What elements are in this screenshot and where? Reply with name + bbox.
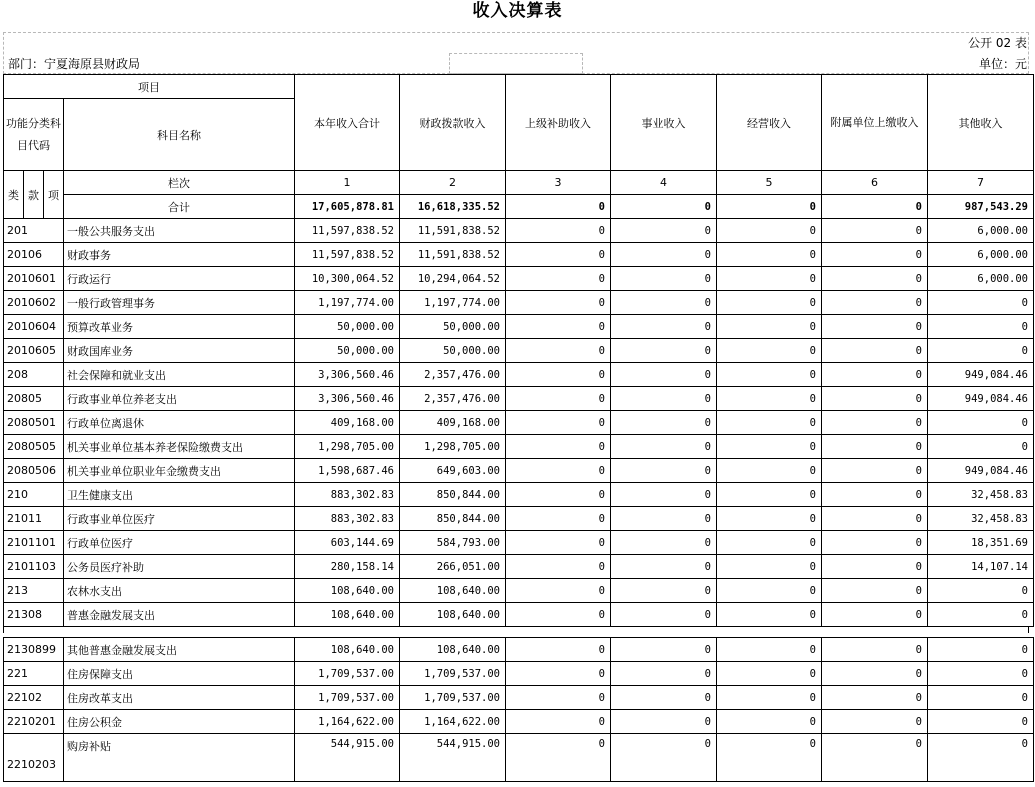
row-value: 108,640.00 [295,603,400,627]
row-value: 0 [611,555,717,579]
row-value: 0 [611,686,717,710]
row-value: 1,197,774.00 [400,291,506,315]
row-value: 0 [822,555,928,579]
row-value: 0 [611,291,717,315]
table-row [4,387,1034,411]
row-name: 住房保障支出 [64,662,295,686]
row-value: 0 [506,219,611,243]
row-value: 0 [928,435,1034,459]
header-col-index: 栏次 [64,171,295,195]
table-row [4,315,1034,339]
row-name: 一般公共服务支出 [64,219,295,243]
table-row [4,483,1034,507]
col-header-1: 本年收入合计 [295,75,400,171]
row-value: 50,000.00 [295,339,400,363]
row-name: 行政运行 [64,267,295,291]
row-value: 0 [717,686,822,710]
row-value: 0 [506,411,611,435]
row-code: 2080506 [4,459,64,483]
row-code: 2101101 [4,531,64,555]
row-value: 0 [506,710,611,734]
row-value: 1,709,537.00 [295,662,400,686]
row-value: 0 [506,267,611,291]
row-value: 544,915.00 [400,734,506,782]
row-value: 0 [928,686,1034,710]
row-value: 280,158.14 [295,555,400,579]
row-code: 21308 [4,603,64,627]
header-item: 项目 [4,75,295,99]
row-code: 2080505 [4,435,64,459]
row-name: 行政单位离退休 [64,411,295,435]
row-value: 50,000.00 [400,339,506,363]
row-value: 0 [928,734,1034,782]
row-name: 行政事业单位医疗 [64,507,295,531]
row-value: 1,197,774.00 [295,291,400,315]
row-value: 0 [822,734,928,782]
row-value: 0 [506,291,611,315]
row-value: 6,000.00 [928,267,1034,291]
row-value: 11,597,838.52 [295,219,400,243]
col-header-2: 财政拨款收入 [400,75,506,171]
table-row [4,507,1034,531]
row-code: 2080501 [4,411,64,435]
row-value: 850,844.00 [400,507,506,531]
row-value: 0 [506,686,611,710]
row-name: 社会保障和就业支出 [64,363,295,387]
row-code: 213 [4,579,64,603]
row-value: 0 [506,387,611,411]
row-value: 14,107.14 [928,555,1034,579]
row-value: 0 [822,411,928,435]
row-value: 1,709,537.00 [400,686,506,710]
row-code: 208 [4,363,64,387]
row-value: 0 [717,734,822,782]
row-value: 0 [928,315,1034,339]
table-row [4,555,1034,579]
table-row [4,710,1034,734]
row-value: 0 [717,603,822,627]
row-value: 10,294,064.52 [400,267,506,291]
dept-divider [449,53,583,74]
total-value: 17,605,878.81 [295,195,400,219]
col-header-6: 附属单位上缴收入 [822,75,928,171]
row-code: 21011 [4,507,64,531]
total-value: 16,618,335.52 [400,195,506,219]
row-value: 0 [717,411,822,435]
row-value: 11,597,838.52 [295,243,400,267]
row-value: 0 [717,243,822,267]
row-value: 949,084.46 [928,459,1034,483]
total-value: 0 [611,195,717,219]
row-value: 0 [506,459,611,483]
row-value: 0 [611,243,717,267]
total-value: 0 [506,195,611,219]
row-value: 0 [611,219,717,243]
row-value: 0 [717,507,822,531]
table-row [4,219,1034,243]
row-name: 预算改革业务 [64,315,295,339]
row-name: 财政事务 [64,243,295,267]
table-row [4,603,1034,627]
row-value: 0 [506,638,611,662]
row-value: 0 [717,579,822,603]
row-value: 108,640.00 [400,579,506,603]
table-row [4,579,1034,603]
header-kuan: 款 [24,171,44,219]
row-name: 机关事业单位职业年金缴费支出 [64,459,295,483]
row-name: 行政单位医疗 [64,531,295,555]
row-value: 2,357,476.00 [400,363,506,387]
row-value: 544,915.00 [295,734,400,782]
row-value: 0 [506,507,611,531]
row-value: 0 [717,710,822,734]
row-value: 0 [506,734,611,782]
header-lei: 类 [4,171,24,219]
row-value: 3,306,560.46 [295,363,400,387]
row-value: 0 [822,483,928,507]
row-value: 0 [611,267,717,291]
row-value: 0 [506,531,611,555]
row-value: 0 [822,531,928,555]
row-value: 32,458.83 [928,507,1034,531]
col-number-7: 7 [928,171,1034,195]
col-header-7: 其他收入 [928,75,1034,171]
col-header-4: 事业收入 [611,75,717,171]
row-name: 购房补贴 [64,734,295,782]
row-code: 20805 [4,387,64,411]
row-value: 1,709,537.00 [295,686,400,710]
table-row [4,435,1034,459]
row-value: 1,164,622.00 [295,710,400,734]
col-number-3: 3 [506,171,611,195]
row-value: 11,591,838.52 [400,243,506,267]
table-row [4,267,1034,291]
row-code: 2010605 [4,339,64,363]
row-code: 210 [4,483,64,507]
col-number-4: 4 [611,171,717,195]
row-value: 108,640.00 [295,579,400,603]
col-header-3: 上级补助收入 [506,75,611,171]
row-value: 949,084.46 [928,363,1034,387]
row-value: 0 [822,710,928,734]
row-name: 普惠金融发展支出 [64,603,295,627]
row-value: 0 [611,638,717,662]
row-value: 409,168.00 [400,411,506,435]
row-value: 0 [611,710,717,734]
row-value: 0 [928,339,1034,363]
row-code: 2010604 [4,315,64,339]
row-value: 266,051.00 [400,555,506,579]
row-value: 0 [717,555,822,579]
row-value: 0 [717,219,822,243]
row-value: 850,844.00 [400,483,506,507]
total-value: 0 [717,195,822,219]
row-value: 0 [611,507,717,531]
row-value: 0 [822,603,928,627]
row-value: 0 [822,243,928,267]
row-value: 0 [822,435,928,459]
row-name: 住房改革支出 [64,686,295,710]
row-name: 行政事业单位养老支出 [64,387,295,411]
table-row [4,734,1034,782]
row-code: 2130899 [4,638,64,662]
row-value: 0 [928,710,1034,734]
row-value: 0 [822,219,928,243]
income-table-continued [3,637,1034,782]
row-value: 0 [717,291,822,315]
total-label: 合计 [64,195,295,219]
header-xiang: 项 [44,171,64,219]
col-number-1: 1 [295,171,400,195]
row-value: 0 [506,339,611,363]
row-code: 221 [4,662,64,686]
row-value: 0 [611,339,717,363]
row-value: 0 [928,579,1034,603]
row-name: 农林水支出 [64,579,295,603]
row-value: 0 [822,363,928,387]
row-name: 卫生健康支出 [64,483,295,507]
row-code: 201 [4,219,64,243]
row-value: 0 [611,363,717,387]
row-value: 0 [506,662,611,686]
row-value: 32,458.83 [928,483,1034,507]
row-value: 0 [611,459,717,483]
row-value: 0 [717,662,822,686]
row-value: 1,598,687.46 [295,459,400,483]
row-code: 2210203 [4,734,64,782]
table-row [4,339,1034,363]
unit-label: 单位：元 [978,57,1027,71]
department-label: 部门：宁夏海原县财政局 [8,57,141,71]
col-number-5: 5 [717,171,822,195]
row-value: 0 [611,435,717,459]
row-name: 机关事业单位基本养老保险缴费支出 [64,435,295,459]
row-value: 0 [506,315,611,339]
row-value: 0 [822,315,928,339]
table-row [4,291,1034,315]
table-row [4,243,1034,267]
row-value: 0 [822,579,928,603]
row-value: 50,000.00 [400,315,506,339]
row-value: 0 [822,387,928,411]
row-value: 0 [717,435,822,459]
row-value: 0 [717,339,822,363]
row-value: 0 [506,603,611,627]
table-row [4,638,1034,662]
row-value: 0 [928,662,1034,686]
row-value: 0 [822,507,928,531]
row-value: 0 [506,435,611,459]
row-value: 11,591,838.52 [400,219,506,243]
row-value: 603,144.69 [295,531,400,555]
table-row [4,411,1034,435]
row-value: 108,640.00 [400,603,506,627]
row-value: 0 [822,686,928,710]
row-value: 0 [928,411,1034,435]
row-value: 0 [611,315,717,339]
row-value: 0 [928,603,1034,627]
row-value: 18,351.69 [928,531,1034,555]
row-value: 1,298,705.00 [400,435,506,459]
row-value: 0 [506,555,611,579]
table-row [4,363,1034,387]
row-value: 3,306,560.46 [295,387,400,411]
row-value: 883,302.83 [295,483,400,507]
sheet-number: 公开 02 表 [968,36,1027,50]
row-value: 649,603.00 [400,459,506,483]
row-value: 0 [506,363,611,387]
col-number-6: 6 [822,171,928,195]
row-code: 22102 [4,686,64,710]
row-value: 0 [822,459,928,483]
row-code: 2210201 [4,710,64,734]
row-value: 949,084.46 [928,387,1034,411]
row-value: 0 [611,662,717,686]
row-code: 2010601 [4,267,64,291]
row-value: 108,640.00 [400,638,506,662]
row-code: 20106 [4,243,64,267]
row-name: 住房公积金 [64,710,295,734]
page-break-gap [3,626,1029,633]
row-value: 0 [611,734,717,782]
header-func-code: 功能分类科目代码 [4,99,64,171]
total-value: 987,543.29 [928,195,1034,219]
row-value: 2,357,476.00 [400,387,506,411]
row-value: 6,000.00 [928,243,1034,267]
row-name: 其他普惠金融发展支出 [64,638,295,662]
row-value: 0 [506,243,611,267]
row-value: 0 [611,579,717,603]
row-value: 0 [717,638,822,662]
row-value: 0 [717,267,822,291]
col-number-2: 2 [400,171,506,195]
row-value: 409,168.00 [295,411,400,435]
row-value: 0 [822,267,928,291]
row-value: 0 [822,339,928,363]
table-row [4,686,1034,710]
row-value: 0 [717,531,822,555]
row-value: 0 [611,531,717,555]
row-value: 0 [822,291,928,315]
row-value: 0 [717,459,822,483]
row-value: 1,298,705.00 [295,435,400,459]
table-row [4,531,1034,555]
row-value: 1,164,622.00 [400,710,506,734]
row-value: 883,302.83 [295,507,400,531]
row-value: 0 [822,662,928,686]
row-value: 0 [611,483,717,507]
income-table [3,74,1034,627]
row-value: 0 [506,483,611,507]
row-value: 10,300,064.52 [295,267,400,291]
row-value: 0 [611,387,717,411]
table-row [4,662,1034,686]
row-value: 0 [822,638,928,662]
row-value: 584,793.00 [400,531,506,555]
row-value: 0 [928,638,1034,662]
row-value: 0 [611,603,717,627]
row-value: 0 [717,363,822,387]
row-value: 50,000.00 [295,315,400,339]
row-value: 0 [928,291,1034,315]
total-value: 0 [822,195,928,219]
row-code: 2101103 [4,555,64,579]
row-code: 2010602 [4,291,64,315]
row-value: 1,709,537.00 [400,662,506,686]
row-value: 0 [506,579,611,603]
row-value: 0 [611,411,717,435]
row-value: 0 [717,387,822,411]
row-value: 108,640.00 [295,638,400,662]
col-header-5: 经营收入 [717,75,822,171]
row-name: 财政国库业务 [64,339,295,363]
row-value: 0 [717,315,822,339]
row-value: 0 [717,483,822,507]
row-name: 一般行政管理事务 [64,291,295,315]
row-name: 公务员医疗补助 [64,555,295,579]
report-title: 收入决算表 [472,1,563,21]
table-row [4,459,1034,483]
row-value: 6,000.00 [928,219,1034,243]
header-subject-name: 科目名称 [64,99,295,171]
